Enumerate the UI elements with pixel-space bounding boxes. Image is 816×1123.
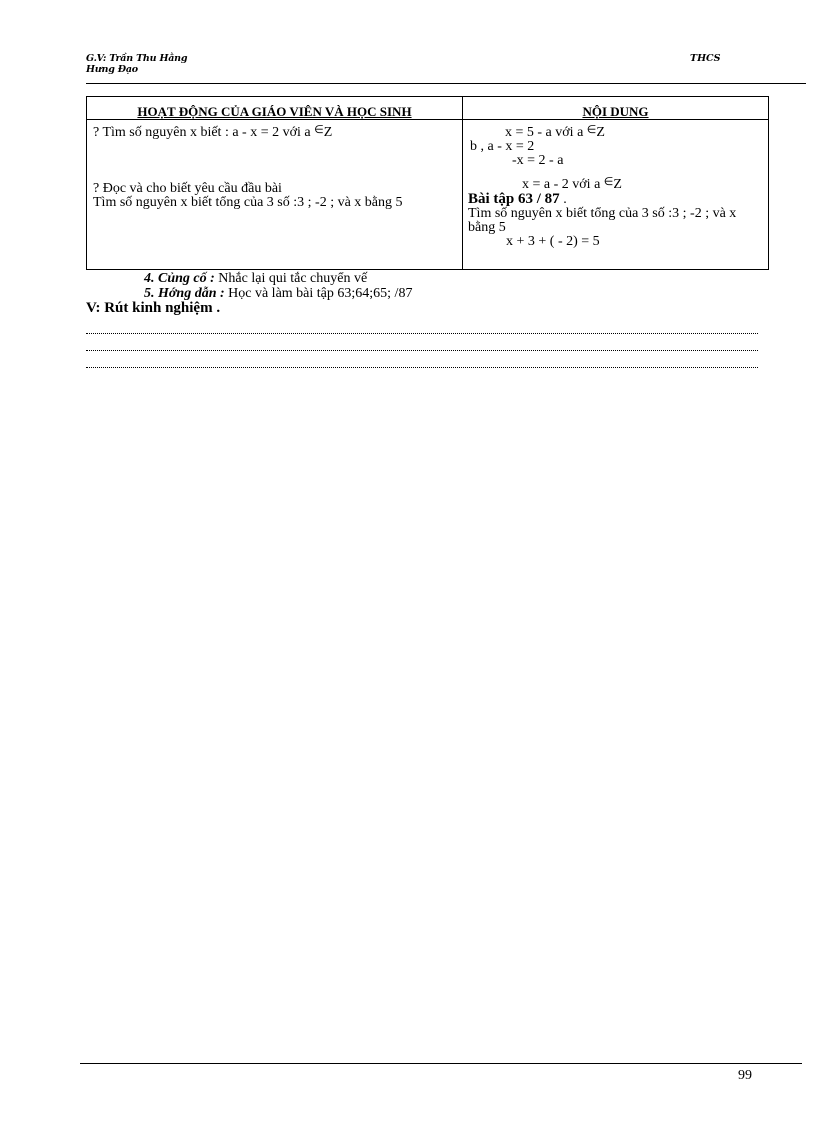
dotted-line — [86, 367, 758, 368]
solution-line-2: b , a - x = 2 — [470, 139, 535, 154]
page-number: 99 — [738, 1068, 752, 1083]
activity-column-heading: HOẠT ĐỘNG CỦA GIÁO VIÊN VÀ HỌC SINH — [87, 97, 463, 120]
dotted-line — [86, 333, 758, 334]
element-of-symbol: ∈ — [603, 176, 614, 188]
question-1: ? Tìm số nguyên x biết : a - x = 2 với a ∈Z — [93, 124, 333, 140]
solution-line-1: x = 5 - a với a ∈Z — [505, 124, 605, 140]
element-of-symbol: ∈ — [586, 124, 597, 136]
table-row — [87, 120, 769, 270]
teacher-name: G.V: Trần Thu Hằng — [86, 53, 188, 64]
question-2: ? Đọc và cho biết yêu cầu đầu bài — [93, 181, 282, 196]
solution-line-3: -x = 2 - a — [512, 153, 564, 168]
solution-line-4: x = a - 2 với a ∈Z — [522, 176, 622, 192]
exercise-title: Bài tập 63 / 87 . — [468, 191, 567, 207]
footer-divider — [80, 1063, 802, 1064]
lesson-table — [86, 96, 769, 270]
exercise-statement: Tìm số nguyên x biết tổng của 3 số :3 ; -2 ; và x bằng 5 — [468, 206, 737, 235]
dotted-line — [86, 350, 758, 351]
activity-cell — [87, 120, 463, 270]
question-3: Tìm số nguyên x biết tổng của 3 số :3 ; -2 ; và x bằng 5 — [93, 195, 403, 210]
element-of-symbol: ∈ — [314, 124, 324, 136]
experience-heading: V: Rút kinh nghiệm . — [86, 300, 221, 316]
header-divider — [86, 83, 806, 84]
content-cell — [463, 120, 769, 270]
table-header-row — [87, 97, 769, 120]
lesson-summary — [86, 271, 412, 316]
teacher-header — [86, 53, 187, 75]
solution-line-equation: x + 3 + ( - 2) = 5 — [506, 234, 600, 249]
consolidation-line: 4. Củng cố : Nhắc lại qui tắc chuyển vế — [144, 271, 368, 286]
school-name: THCS — [690, 53, 721, 64]
content-column-heading: NỘI DUNG — [463, 97, 769, 120]
school-location: Hưng Đạo — [86, 64, 138, 75]
homework-line: 5. Hớng dẫn : Học và làm bài tập 63;64;65; /87 — [144, 286, 413, 301]
